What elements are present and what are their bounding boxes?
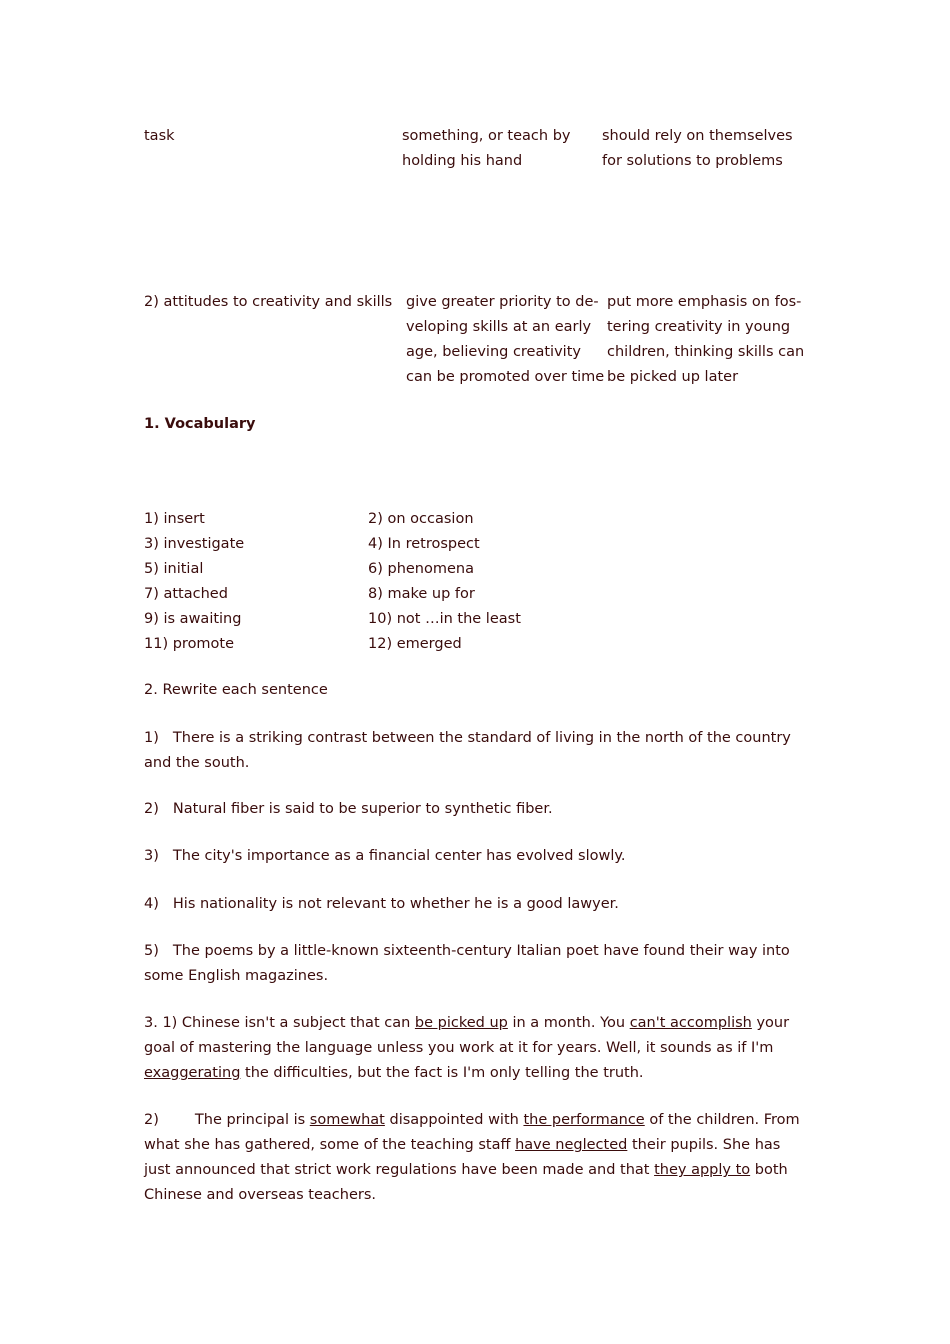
item-number: 3)	[144, 848, 159, 864]
section3-paragraph-2	[144, 1108, 809, 1208]
vocab-item: 12) emerged	[368, 636, 462, 652]
rewrite-item-3	[144, 844, 809, 869]
vocab-column-right	[368, 507, 618, 657]
table-line: something, or teach by	[402, 128, 571, 144]
underlined-phrase: somewhat	[309, 1112, 385, 1128]
table-line: be picked up later	[607, 369, 739, 385]
text-run: of the children. From what she has gathered, some of the teaching staff	[144, 1112, 800, 1153]
underlined-phrase: be picked up	[414, 1015, 508, 1031]
table-cell-skills	[406, 290, 606, 390]
table-line: for solutions to problems	[602, 153, 783, 169]
vocab-item: 5) initial	[144, 561, 204, 577]
table-cell-task: task	[144, 128, 175, 144]
text-run: their pupils. She has just announced that strict work regulations have been made and that	[144, 1137, 781, 1178]
item-number: 1)	[144, 730, 159, 746]
vocab-item: 9) is awaiting	[144, 611, 242, 627]
vocab-item: 1) insert	[144, 511, 205, 527]
table-line: give greater priority to de-	[406, 294, 599, 310]
rewrite-item-4	[144, 892, 809, 917]
table-cell-teach	[402, 124, 592, 174]
table-line: children, thinking skills can	[607, 344, 805, 360]
text-run: in a month. You	[507, 1015, 630, 1031]
table-line: age, believing creativity	[406, 344, 581, 360]
table-cell-attitudes: 2) attitudes to creativity and skills	[144, 294, 393, 310]
item-text: His nationality is not relevant to whether he is a good lawyer.	[172, 896, 619, 912]
table-line: tering creativity in young	[607, 319, 791, 335]
vocab-item: 11) promote	[144, 636, 235, 652]
underlined-phrase: have neglected	[515, 1137, 628, 1153]
text-run: both Chinese and overseas teachers.	[144, 1162, 788, 1203]
text-run: The principal is	[194, 1112, 310, 1128]
underlined-phrase: they apply to	[654, 1162, 751, 1178]
table-cell-rely	[602, 124, 812, 174]
item-number: 4)	[144, 896, 159, 912]
vocab-item: 3) investigate	[144, 536, 245, 552]
vocab-item: 10) not …in the least	[368, 611, 521, 627]
section-heading-rewrite: 2. Rewrite each sentence	[144, 682, 328, 698]
underlined-phrase: the performance	[523, 1112, 645, 1128]
vocab-item: 6) phenomena	[368, 561, 474, 577]
vocab-item: 7) attached	[144, 586, 228, 602]
section-heading-vocabulary: 1. Vocabulary	[144, 416, 256, 432]
table-line: veloping skills at an early	[406, 319, 592, 335]
item-text: The poems by a little-known sixteenth-century Italian poet have found their way into some English magazines.	[144, 943, 790, 984]
rewrite-item-5	[144, 939, 809, 989]
table-line: should rely on themselves	[602, 128, 793, 144]
item-number: 2)	[144, 801, 159, 817]
table-line: holding his hand	[402, 153, 523, 169]
table-line: can be promoted over time	[406, 369, 605, 385]
vocab-item: 8) make up for	[368, 586, 475, 602]
text-run: your goal of mastering the language unless you work at it for years. Well, it sounds as if I'm	[144, 1015, 790, 1056]
text-run: the difficulties, but the fact is I'm only telling the truth.	[240, 1065, 644, 1081]
item-number: 2)	[144, 1112, 159, 1128]
rewrite-item-2	[144, 797, 809, 822]
item-text: There is a striking contrast between the standard of living in the north of the country and the south.	[144, 730, 791, 771]
item-number: 5)	[144, 943, 159, 959]
rewrite-item-1	[144, 726, 809, 776]
item-text: Natural fiber is said to be superior to synthetic fiber.	[172, 801, 553, 817]
vocab-item: 2) on occasion	[368, 511, 474, 527]
table-line: put more emphasis on fos-	[607, 294, 802, 310]
underlined-phrase: exaggerating	[144, 1065, 241, 1081]
text-run: disappointed with	[384, 1112, 524, 1128]
vocab-item: 4) In retrospect	[368, 536, 480, 552]
section3-paragraph-1	[144, 1011, 809, 1086]
item-text: The city's importance as a financial center has evolved slowly.	[172, 848, 626, 864]
vocab-column-left	[144, 507, 354, 657]
underlined-phrase: can't accomplish	[629, 1015, 752, 1031]
table-cell-creativity	[607, 290, 812, 390]
text-run: 3. 1) Chinese isn't a subject that can	[144, 1015, 415, 1031]
